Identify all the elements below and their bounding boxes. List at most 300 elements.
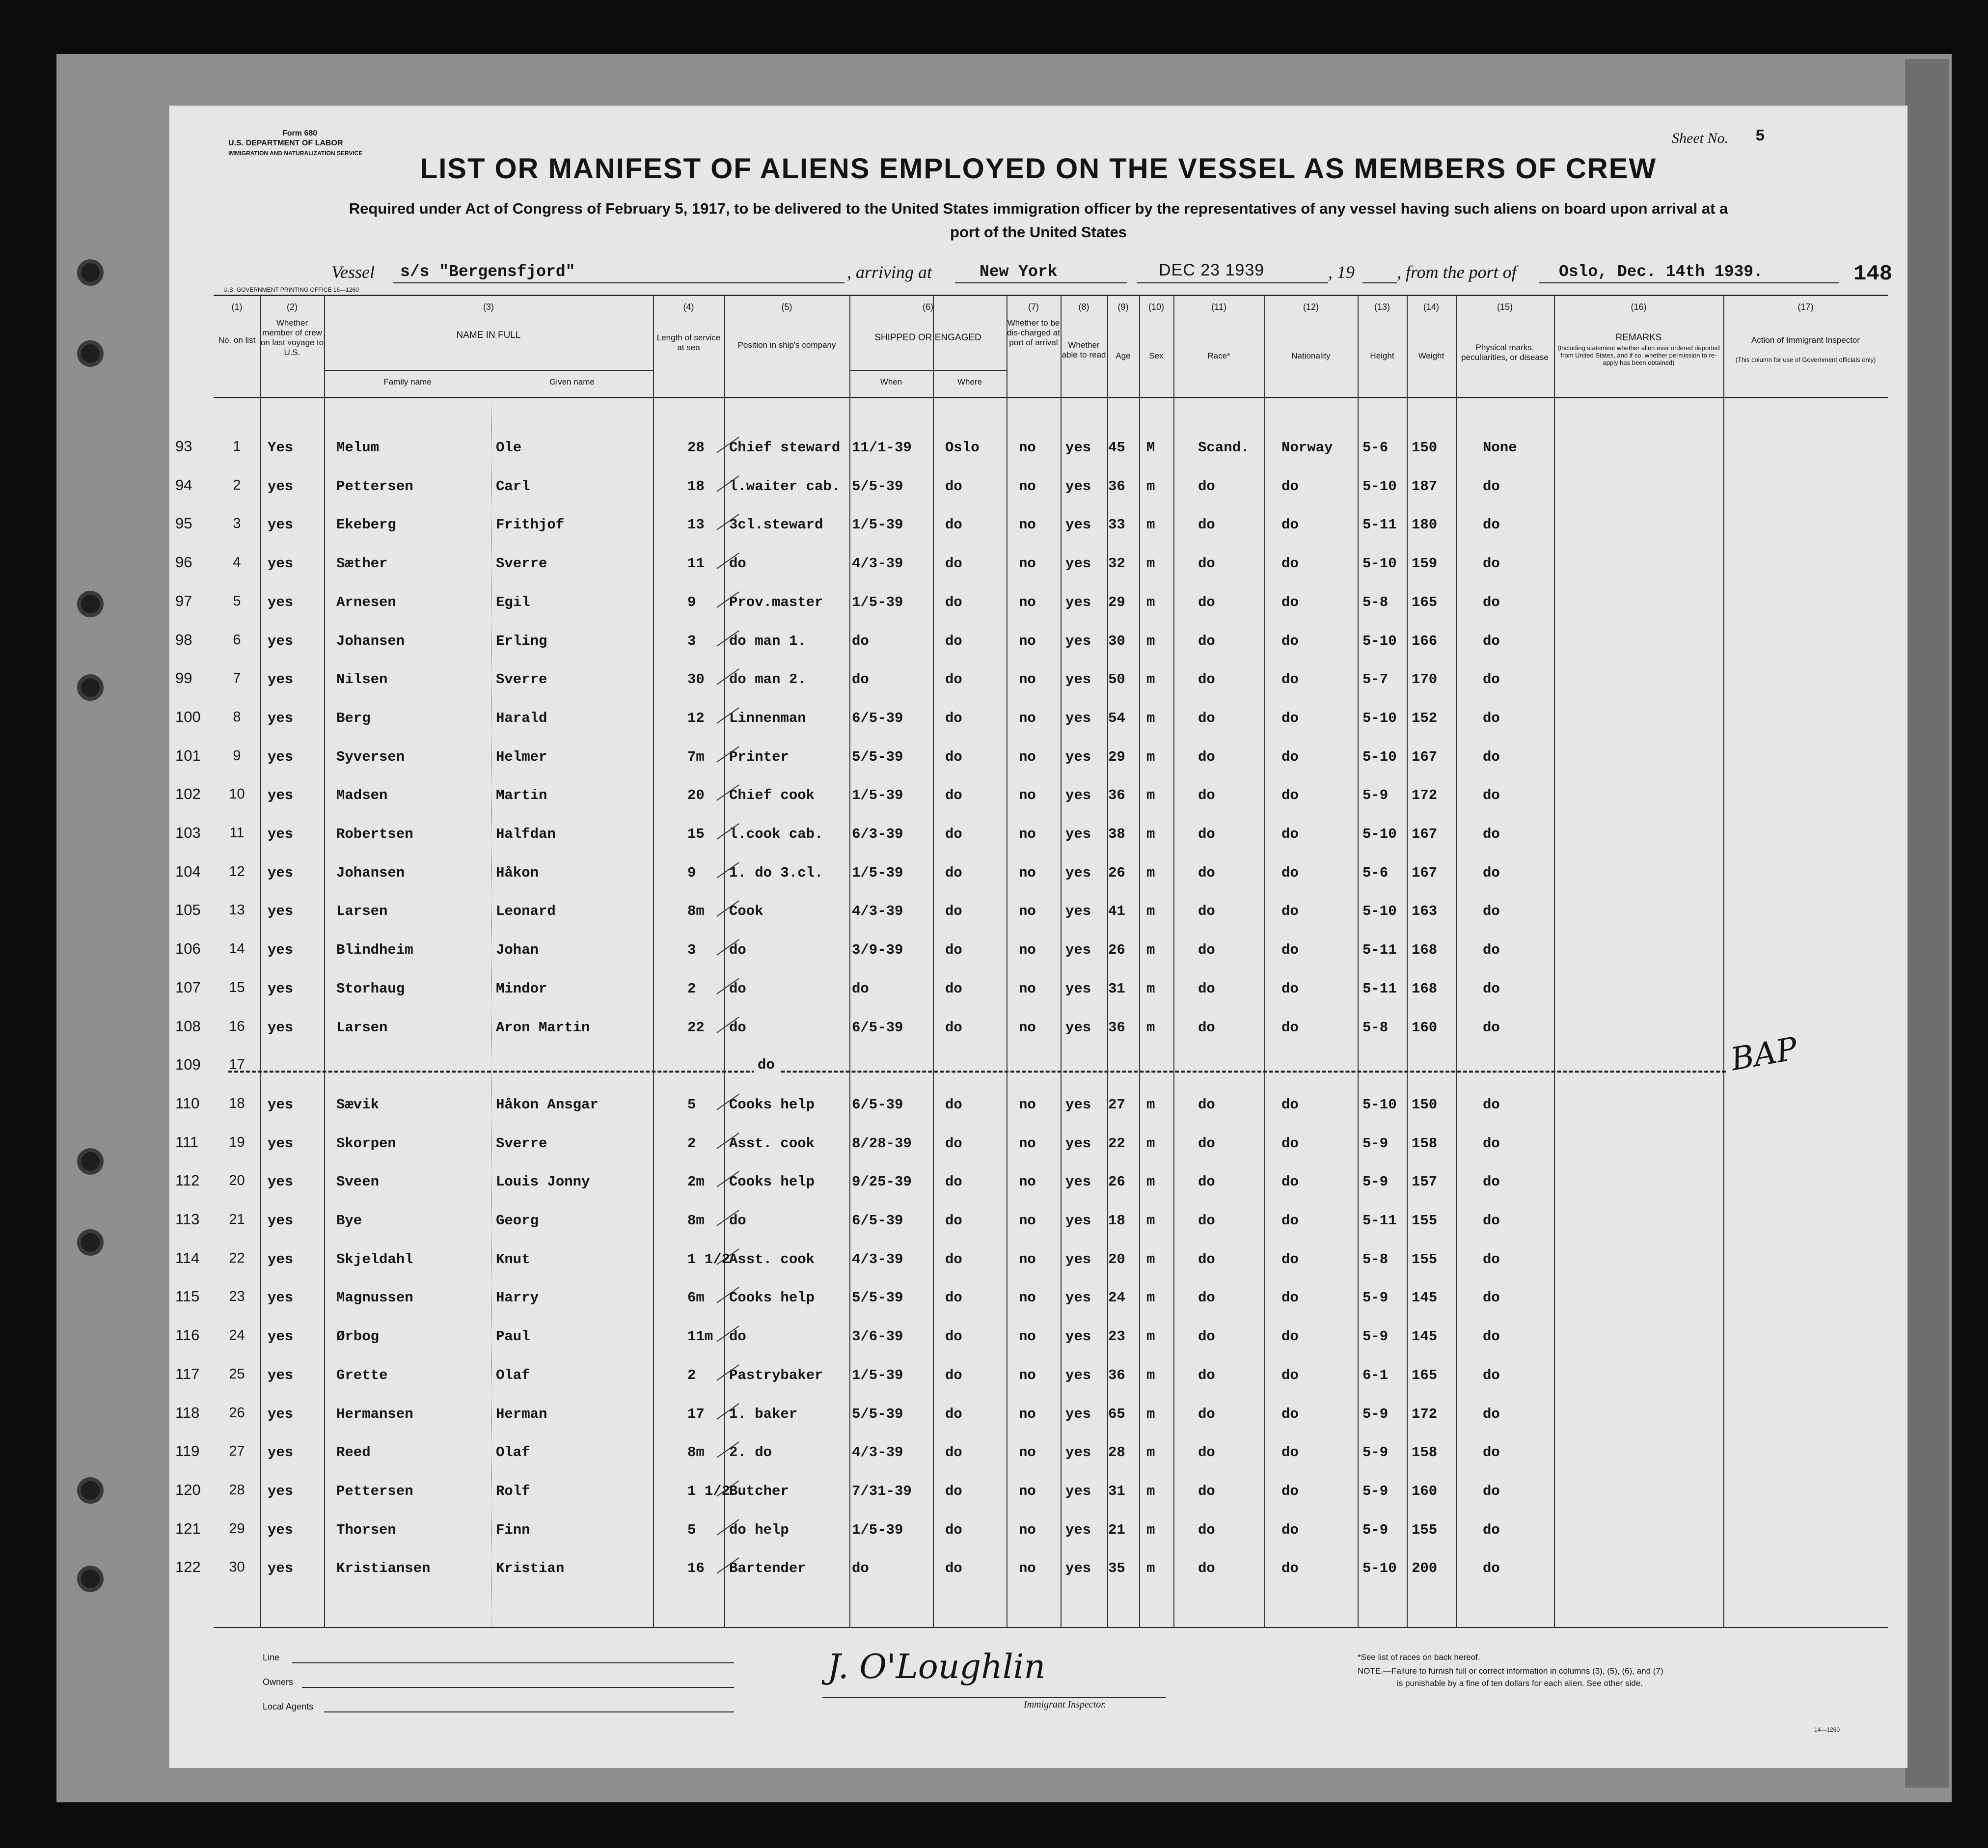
given-name-cell: Halfdan (496, 826, 556, 842)
physical-marks-cell: do (1483, 1213, 1500, 1229)
race-cell: do (1198, 1367, 1215, 1383)
row-number: 6 (233, 632, 241, 648)
shipped-when-cell: 1/5-39 (852, 594, 903, 610)
column-number: (2) (287, 302, 298, 312)
height-cell: 5-10 (1362, 748, 1397, 765)
given-name-cell: Håkon Ansgar (496, 1096, 599, 1113)
given-name-cell: Håkon (496, 864, 539, 881)
page-stamp-number: 148 (1853, 262, 1893, 286)
race-cell: do (1198, 1213, 1215, 1229)
member-last-voyage-cell: yes (268, 555, 294, 572)
able-to-read-cell: yes (1065, 903, 1091, 920)
family-name-cell: Nilsen (336, 671, 388, 688)
physical-marks-cell: do (1483, 517, 1500, 533)
header-remarks: REMARKS (1615, 332, 1662, 343)
punch-hole (77, 591, 104, 617)
height-cell: 5-10 (1362, 555, 1397, 572)
table-row (175, 1130, 1888, 1168)
shipped-where-cell: do (945, 1560, 962, 1577)
position-cell: do (729, 1019, 746, 1036)
document-subtitle-cont: port of the United States (950, 223, 1127, 241)
row-line-number: 107 (175, 978, 201, 996)
row-line-number: 94 (175, 476, 192, 494)
able-to-read-cell: yes (1065, 748, 1091, 765)
row-number: 5 (233, 593, 241, 609)
family-name-cell: Hermansen (336, 1406, 413, 1422)
shipped-where-cell: do (945, 1444, 962, 1461)
nationality-cell: do (1281, 1560, 1299, 1577)
member-last-voyage-cell: yes (268, 517, 294, 533)
age-cell: 65 (1108, 1406, 1125, 1422)
weight-cell: 163 (1412, 903, 1438, 920)
race-cell: do (1198, 826, 1215, 842)
shipped-when-cell: 6/5-39 (852, 1213, 903, 1229)
sex-cell: m (1146, 1251, 1155, 1268)
service-length-cell: 22 (687, 1019, 705, 1036)
race-cell: do (1198, 1483, 1215, 1499)
form-code: 14—1260 (1814, 1726, 1840, 1733)
service-length-cell: 11 (687, 555, 705, 572)
service-length-cell: 1 1/2 (687, 1251, 731, 1268)
discharged-cell: no (1019, 710, 1036, 726)
row-number: 21 (229, 1212, 245, 1227)
column-number: (12) (1303, 302, 1319, 312)
nationality-cell: do (1281, 748, 1299, 765)
row-number: 28 (229, 1482, 245, 1498)
shipped-where-cell: do (945, 1367, 962, 1383)
physical-marks-cell: do (1483, 942, 1500, 959)
family-name-cell: Ekeberg (336, 517, 396, 533)
row-line-number: 114 (175, 1249, 200, 1267)
discharged-cell: no (1019, 1483, 1036, 1499)
member-last-voyage-cell: yes (268, 1135, 294, 1152)
sex-cell: m (1146, 1328, 1155, 1345)
table-row (175, 1245, 1888, 1284)
discharged-cell: no (1019, 787, 1036, 804)
height-cell: 5-10 (1362, 633, 1397, 649)
weight-cell: 187 (1412, 478, 1438, 495)
header-race: Race* (1207, 351, 1230, 360)
height-cell: 5-11 (1362, 517, 1397, 533)
column-number: (1) (231, 302, 243, 312)
able-to-read-cell: yes (1065, 1135, 1091, 1152)
weight-cell: 165 (1412, 1367, 1438, 1383)
sex-cell: m (1146, 1521, 1155, 1538)
age-cell: 24 (1108, 1290, 1125, 1306)
weight-cell: 200 (1412, 1560, 1438, 1577)
sex-cell: m (1146, 594, 1155, 610)
discharged-cell: no (1019, 517, 1036, 533)
age-cell: 31 (1108, 1483, 1125, 1499)
document-subtitle: Required under Act of Congress of February 5, 1917, to be delivered to the United States immigration officer by the representatives of any vessel having such aliens on board upon arrival at a (349, 200, 1728, 217)
member-last-voyage-cell: yes (268, 1367, 294, 1383)
given-name-cell: Mindor (496, 980, 547, 997)
row-line-number: 111 (175, 1133, 199, 1151)
family-name-cell: Sæther (336, 555, 388, 572)
shipped-when-cell: 1/5-39 (852, 864, 903, 881)
row-line-number: 105 (175, 901, 201, 919)
physical-marks-cell: do (1483, 1019, 1500, 1036)
service-length-cell: 18 (687, 478, 705, 495)
shipped-when-cell: 4/3-39 (852, 903, 903, 920)
nationality-cell: do (1281, 1290, 1299, 1306)
position-cell: 2. do (729, 1444, 772, 1461)
discharged-cell: no (1019, 555, 1036, 572)
physical-marks-cell: do (1483, 671, 1500, 688)
sex-cell: m (1146, 980, 1155, 997)
weight-cell: 180 (1412, 517, 1438, 533)
table-row (175, 1014, 1888, 1052)
header-sex: Sex (1149, 351, 1164, 360)
age-cell: 22 (1108, 1135, 1125, 1152)
age-cell: 27 (1108, 1096, 1125, 1113)
member-last-voyage-cell: yes (268, 942, 294, 959)
punch-hole (77, 674, 104, 701)
row-line-number: 121 (175, 1519, 201, 1537)
column-number: (9) (1117, 302, 1129, 312)
sex-cell: m (1146, 903, 1155, 920)
physical-marks-cell: do (1483, 1251, 1500, 1268)
family-name-cell: Skorpen (336, 1135, 396, 1152)
able-to-read-cell: yes (1065, 864, 1091, 881)
position-cell: Printer (729, 748, 789, 765)
header-age: Age (1116, 351, 1131, 360)
able-to-read-cell: yes (1065, 980, 1091, 997)
table-row (175, 859, 1888, 898)
service-length-cell: 11m (687, 1328, 713, 1345)
physical-marks-cell: do (1483, 1521, 1500, 1538)
height-cell: 5-9 (1362, 1328, 1389, 1345)
member-last-voyage-cell: Yes (268, 440, 294, 456)
weight-cell: 160 (1412, 1019, 1438, 1036)
position-cell: Chief steward (729, 440, 841, 456)
race-cell: do (1198, 1521, 1215, 1538)
discharged-cell: no (1019, 1251, 1036, 1268)
age-cell: 45 (1108, 440, 1125, 456)
physical-marks-cell: do (1483, 594, 1500, 610)
form-number: Form 680 (282, 129, 318, 138)
discharged-cell: no (1019, 1096, 1036, 1113)
position-cell: do help (729, 1521, 789, 1538)
position-cell: 1. do 3.cl. (729, 864, 823, 881)
height-cell: 5-9 (1362, 1290, 1389, 1306)
height-cell: 5-6 (1362, 440, 1389, 456)
service-length-cell: 9 (687, 864, 696, 881)
race-cell: do (1198, 555, 1215, 572)
table-row (175, 434, 1888, 472)
able-to-read-cell: yes (1065, 1251, 1091, 1268)
row-number: 22 (229, 1250, 245, 1266)
shipped-where-cell: do (945, 980, 962, 997)
service-length-cell: 3 (687, 633, 696, 649)
given-name-cell: Kristian (496, 1560, 565, 1577)
service-length-cell: 2 (687, 980, 696, 997)
table-row (175, 1438, 1888, 1477)
shipped-when-cell: 1/5-39 (852, 1521, 903, 1538)
race-cell: do (1198, 942, 1215, 959)
row-number: 7 (233, 670, 241, 687)
family-name-cell: Arnesen (336, 594, 396, 610)
height-cell: 5-10 (1362, 903, 1397, 920)
member-last-voyage-cell: yes (268, 1096, 294, 1113)
position-cell: l.waiter cab. (729, 478, 841, 495)
member-last-voyage-cell: yes (268, 633, 294, 649)
age-cell: 35 (1108, 1560, 1125, 1577)
member-last-voyage-cell: yes (268, 1328, 294, 1345)
from-port-label: , from the port of (1397, 262, 1517, 282)
position-cell: Asst. cook (729, 1251, 815, 1268)
physical-marks-cell: None (1483, 440, 1517, 456)
row-line-number: 112 (175, 1172, 200, 1189)
given-name-cell: Ole (496, 440, 522, 456)
able-to-read-cell: yes (1065, 826, 1091, 842)
table-row (175, 1554, 1888, 1593)
position-cell: Cooks help (729, 1290, 815, 1306)
row-line-number: 106 (175, 940, 201, 958)
row-number: 1 (233, 439, 241, 454)
given-name-cell: Paul (496, 1328, 530, 1345)
shipped-when-cell: 6/3-39 (852, 826, 903, 842)
row-line-number: 108 (175, 1017, 201, 1035)
member-last-voyage-cell: yes (268, 710, 294, 726)
column-number: (8) (1078, 302, 1089, 312)
shipped-when-cell: 6/5-39 (852, 1096, 903, 1113)
age-cell: 38 (1108, 826, 1125, 842)
row-number: 17 (229, 1057, 245, 1073)
shipped-where-cell: do (945, 787, 962, 804)
table-row (175, 781, 1888, 820)
height-cell: 5-10 (1362, 478, 1397, 495)
member-last-voyage-cell: yes (268, 1213, 294, 1229)
row-number: 20 (229, 1173, 245, 1189)
able-to-read-cell: yes (1065, 1213, 1091, 1229)
sex-cell: m (1146, 1135, 1155, 1152)
age-cell: 26 (1108, 942, 1125, 959)
height-cell: 5-10 (1362, 710, 1397, 726)
race-cell: do (1198, 1251, 1215, 1268)
service-length-cell: 7m (687, 748, 705, 765)
sex-cell: m (1146, 826, 1155, 842)
weight-cell: 150 (1412, 440, 1438, 456)
physical-marks-cell: do (1483, 864, 1500, 881)
given-name-cell: Carl (496, 478, 530, 495)
discharged-cell: no (1019, 864, 1036, 881)
family-name-cell: Kristiansen (336, 1560, 431, 1577)
height-cell: 5-11 (1362, 1213, 1397, 1229)
height-cell: 5-8 (1362, 1251, 1389, 1268)
member-last-voyage-cell: yes (268, 1406, 294, 1422)
position-cell: l.cook cab. (729, 826, 823, 842)
given-name-cell: Herman (496, 1406, 547, 1422)
manifest-sheet (169, 106, 1907, 1768)
height-cell: 5-11 (1362, 980, 1397, 997)
discharged-cell: no (1019, 1406, 1036, 1422)
row-number: 18 (229, 1095, 245, 1111)
row-line-number: 110 (175, 1094, 200, 1112)
weight-cell: 160 (1412, 1483, 1438, 1499)
weight-cell: 168 (1412, 942, 1438, 959)
position-cell: do man 2. (729, 671, 806, 688)
height-cell: 5-8 (1362, 594, 1389, 610)
row-number: 23 (229, 1289, 245, 1305)
shipped-where-cell: do (945, 1251, 962, 1268)
physical-marks-cell: do (1483, 1328, 1500, 1345)
age-cell: 26 (1108, 864, 1125, 881)
row-number: 2 (233, 477, 241, 493)
race-cell: do (1198, 787, 1215, 804)
height-cell: 5-7 (1362, 671, 1389, 688)
nationality-cell: do (1281, 942, 1299, 959)
family-name-cell: Johansen (336, 864, 405, 881)
nationality-cell: do (1281, 1251, 1299, 1268)
shipped-when-cell: 6/5-39 (852, 710, 903, 726)
family-name-cell: Berg (336, 710, 371, 726)
sex-cell: m (1146, 1483, 1155, 1499)
table-row (175, 588, 1888, 627)
discharged-cell: no (1019, 826, 1036, 842)
shipped-header-rule (849, 370, 1007, 371)
shipped-where-cell: do (945, 826, 962, 842)
sex-cell: M (1146, 440, 1155, 456)
sex-cell: m (1146, 1174, 1155, 1190)
shipped-where-cell: do (945, 1174, 962, 1190)
weight-cell: 165 (1412, 594, 1438, 610)
position-cell: do man 1. (729, 633, 806, 649)
service-length-cell: 20 (687, 787, 705, 804)
shipped-where-cell: do (945, 864, 962, 881)
column-number: (14) (1423, 302, 1439, 312)
weight-cell: 167 (1412, 748, 1438, 765)
given-name-cell: Georg (496, 1213, 539, 1229)
able-to-read-cell: yes (1065, 787, 1091, 804)
header-when: When (880, 377, 902, 386)
crew-table (175, 295, 1888, 1628)
race-cell: do (1198, 1174, 1215, 1190)
shipped-where-cell: Oslo (945, 440, 980, 456)
family-name-cell: Storhaug (336, 980, 405, 997)
service-length-cell: 28 (687, 440, 705, 456)
header-family-name: Family name (383, 377, 432, 386)
age-cell: 32 (1108, 555, 1125, 572)
physical-marks-cell: do (1483, 826, 1500, 842)
discharged-cell: no (1019, 748, 1036, 765)
row-line-number: 120 (175, 1481, 201, 1498)
age-cell: 29 (1108, 748, 1125, 765)
position-cell: do (729, 942, 746, 959)
position-cell: Pastrybaker (729, 1367, 823, 1383)
table-row (175, 1168, 1888, 1207)
row-line-number: 98 (175, 631, 192, 648)
header-where: Where (957, 377, 982, 386)
race-cell: do (1198, 1328, 1215, 1345)
nationality-cell: do (1281, 710, 1299, 726)
physical-marks-cell: do (1483, 1174, 1500, 1190)
sex-cell: m (1146, 787, 1155, 804)
shipped-when-cell: 8/28-39 (852, 1135, 912, 1152)
service-length-cell: 8m (687, 1213, 705, 1229)
row-line-number: 100 (175, 708, 201, 725)
sex-cell: m (1146, 1367, 1155, 1383)
service-length-cell: 1 1/2 (687, 1483, 731, 1499)
shipped-when-cell: 1/5-39 (852, 517, 903, 533)
family-name-cell: Larsen (336, 903, 388, 920)
service-length-cell: 2m (687, 1174, 705, 1190)
arriving-port: New York (980, 263, 1058, 281)
local-agents-label: Local Agents (263, 1702, 314, 1711)
nationality-cell: do (1281, 1406, 1299, 1422)
family-name-cell: Madsen (336, 787, 388, 804)
table-row (175, 1323, 1888, 1361)
sex-cell: m (1146, 1213, 1155, 1229)
nationality-cell: do (1281, 864, 1299, 881)
position-cell: Linnenman (729, 710, 806, 726)
gpo-imprint: U.S. GOVERNMENT PRINTING OFFICE 16—1260 (223, 286, 359, 293)
discharged-cell: no (1019, 478, 1036, 495)
header-no-on-list: No. on list (218, 335, 256, 345)
age-cell: 36 (1108, 478, 1125, 495)
from-port: Oslo, Dec. 14th 1939. (1559, 263, 1763, 281)
row-number: 14 (229, 941, 245, 957)
local-agents-underline (324, 1711, 734, 1712)
header-name-in-full: NAME IN FULL (456, 330, 521, 340)
header-height: Height (1370, 351, 1394, 360)
nationality-cell: do (1281, 1328, 1299, 1345)
row-line-number: 119 (175, 1442, 200, 1460)
nationality-cell: do (1281, 633, 1299, 649)
shipped-where-cell: do (945, 1019, 962, 1036)
able-to-read-cell: yes (1065, 1444, 1091, 1461)
age-cell: 31 (1108, 980, 1125, 997)
nationality-cell: do (1281, 787, 1299, 804)
nationality-cell: do (1281, 517, 1299, 533)
sex-cell: m (1146, 1560, 1155, 1577)
discharged-cell: no (1019, 942, 1036, 959)
row-line-number: 99 (175, 669, 192, 687)
shipped-where-cell: do (945, 1135, 962, 1152)
height-cell: 5-10 (1362, 826, 1397, 842)
family-name-cell: Skjeldahl (336, 1251, 413, 1268)
member-last-voyage-cell: yes (268, 864, 294, 881)
from-port-underline (1539, 282, 1839, 283)
column-number: (15) (1497, 302, 1513, 312)
department-name: U.S. DEPARTMENT OF LABOR (228, 139, 343, 147)
punch-hole (77, 1229, 104, 1256)
weight-cell: 158 (1412, 1135, 1438, 1152)
shipped-where-cell: do (945, 633, 962, 649)
race-cell: do (1198, 594, 1215, 610)
vessel-name: s/s "Bergensfjord" (400, 263, 575, 281)
member-last-voyage-cell: yes (268, 1444, 294, 1461)
member-last-voyage-cell: yes (268, 1560, 294, 1577)
physical-marks-cell: do (1483, 1483, 1500, 1499)
header-shipped: SHIPPED OR ENGAGED (874, 332, 981, 343)
line-underline (292, 1662, 734, 1663)
able-to-read-cell: yes (1065, 942, 1091, 959)
sheet-number: 5 (1755, 127, 1765, 145)
given-name-cell: Johan (496, 942, 539, 959)
vessel-label: Vessel (331, 262, 375, 282)
table-row (175, 1091, 1888, 1130)
weight-cell: 168 (1412, 980, 1438, 997)
age-cell: 54 (1108, 710, 1125, 726)
service-length-cell: 9 (687, 594, 696, 610)
shipped-where-cell: do (945, 517, 962, 533)
shipped-where-cell: do (945, 903, 962, 920)
service-length-cell: 17 (687, 1406, 705, 1422)
row-number: 8 (233, 709, 241, 725)
position-cell: Cook (729, 903, 763, 920)
given-name-cell: Rolf (496, 1483, 530, 1499)
